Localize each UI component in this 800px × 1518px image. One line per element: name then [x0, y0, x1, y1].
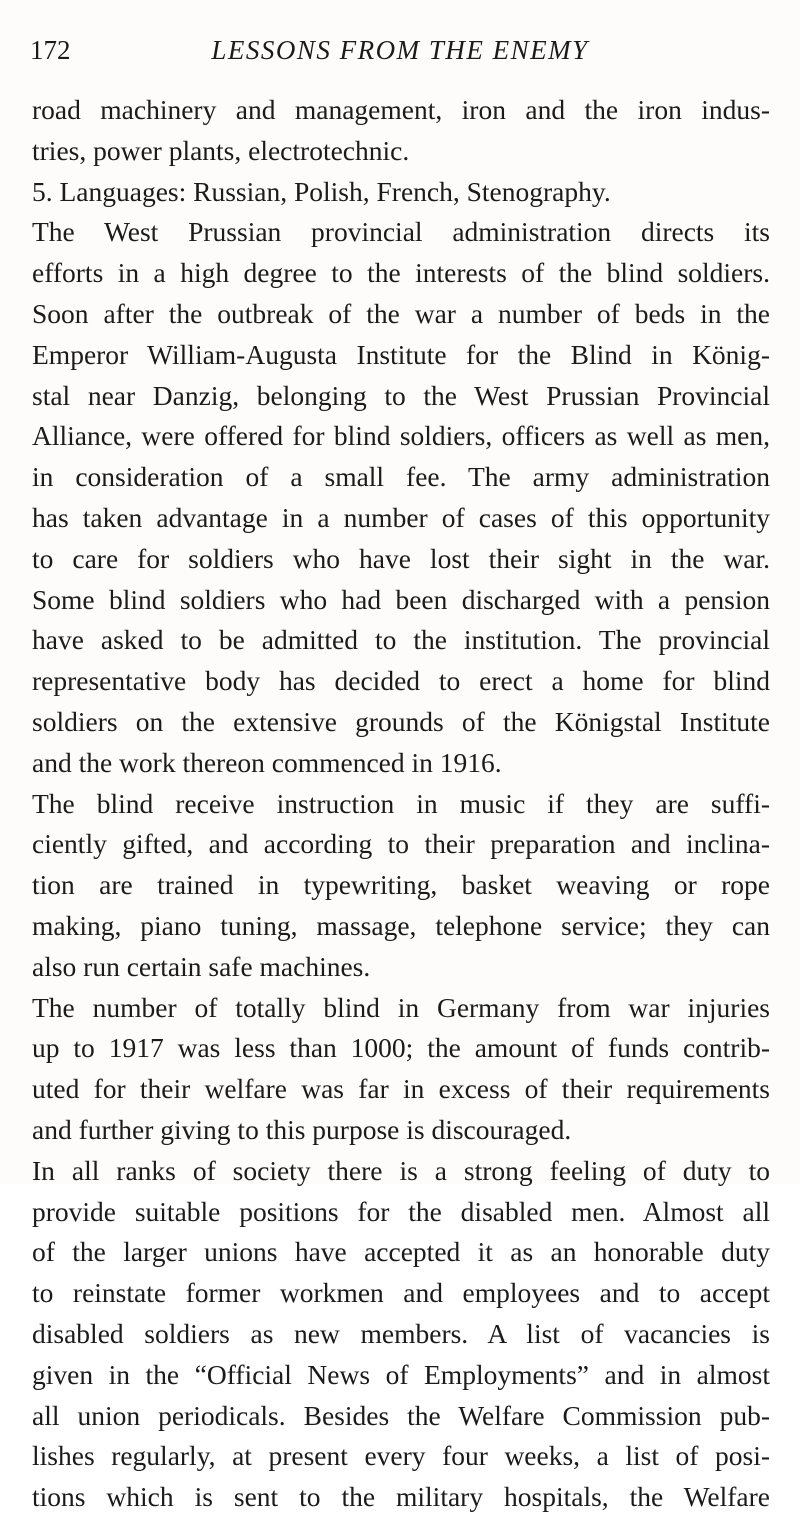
text-line: uted for their welfare was far in excess of their requirements	[32, 1073, 770, 1105]
text-line: in consideration of a small fee. The army administration	[32, 461, 770, 493]
text-line: road machinery and management, iron and the iron indus-	[32, 94, 770, 125]
running-head: LESSONS FROM THE ENEMY	[211, 35, 589, 65]
text-line: tions which is sent to the military hospitals, the Welfare	[32, 1481, 770, 1513]
text-line: has taken advantage in a number of cases of this opportunity	[32, 501, 770, 533]
text-line: tion are trained in typewriting, basket weaving or rope	[32, 869, 770, 901]
text-line: given in the “Official News of Employments” and in almost	[32, 1358, 770, 1390]
text-line: up to 1917 was less than 1000; the amount of funds contrib-	[32, 1032, 770, 1064]
text-line: and further giving to this purpose is discouraged.	[32, 1113, 572, 1145]
text-line: and the work thereon commenced in 1916.	[32, 746, 502, 778]
text-line: In all ranks of society there is a strong feeling of duty to	[32, 1154, 770, 1186]
text-line: Emperor William-Augusta Institute for the Blind in König-	[32, 338, 770, 370]
text-line: provide suitable positions for the disabled men. Almost all	[32, 1195, 770, 1227]
text-line: stal near Danzig, belonging to the West Prussian Provincial	[32, 379, 770, 411]
text-line: soldiers on the extensive grounds of the Königstal Institute	[32, 705, 770, 737]
text-line: lishes regularly, at present every four weeks, a list of posi-	[32, 1440, 770, 1472]
page-number: 172	[30, 35, 71, 65]
text-line: Alliance, were offered for blind soldiers, officers as well as men,	[32, 420, 770, 452]
text-line: Some blind soldiers who had been discharged with a pension	[32, 583, 770, 615]
body-text	[32, 90, 770, 1518]
text-line: The blind receive instruction in music if they are suffi-	[32, 787, 770, 819]
text-line: Soon after the outbreak of the war a number of beds in the	[32, 297, 770, 329]
text-line: efforts in a high degree to the interests of the blind soldiers.	[32, 257, 770, 289]
text-line: The West Prussian provincial administration directs its	[32, 216, 770, 248]
text-line: also run certain safe machines.	[32, 950, 371, 982]
text-line: The number of totally blind in Germany from war injuries	[32, 991, 770, 1023]
text-line: tries, power plants, electrotechnic.	[32, 134, 410, 166]
text-line: of the larger unions have accepted it as an honorable duty	[32, 1236, 770, 1268]
text-line: disabled soldiers as new members. A list of vacancies is	[32, 1317, 770, 1349]
page-header	[30, 30, 770, 70]
text-line: all union periodicals. Besides the Welfare Commission pub-	[32, 1399, 770, 1431]
text-line: ciently gifted, and according to their preparation and inclina-	[32, 828, 770, 860]
text-line: making, piano tuning, massage, telephone service; they can	[32, 909, 770, 941]
text-line: have asked to be admitted to the institution. The provincial	[32, 624, 770, 656]
text-line: representative body has decided to erect a home for blind	[32, 665, 770, 697]
text-line: to reinstate former workmen and employees and to accept	[32, 1277, 770, 1309]
text-line: to care for soldiers who have lost their sight in the war.	[32, 542, 770, 574]
text-line: 5. Languages: Russian, Polish, French, Stenography.	[32, 175, 611, 207]
